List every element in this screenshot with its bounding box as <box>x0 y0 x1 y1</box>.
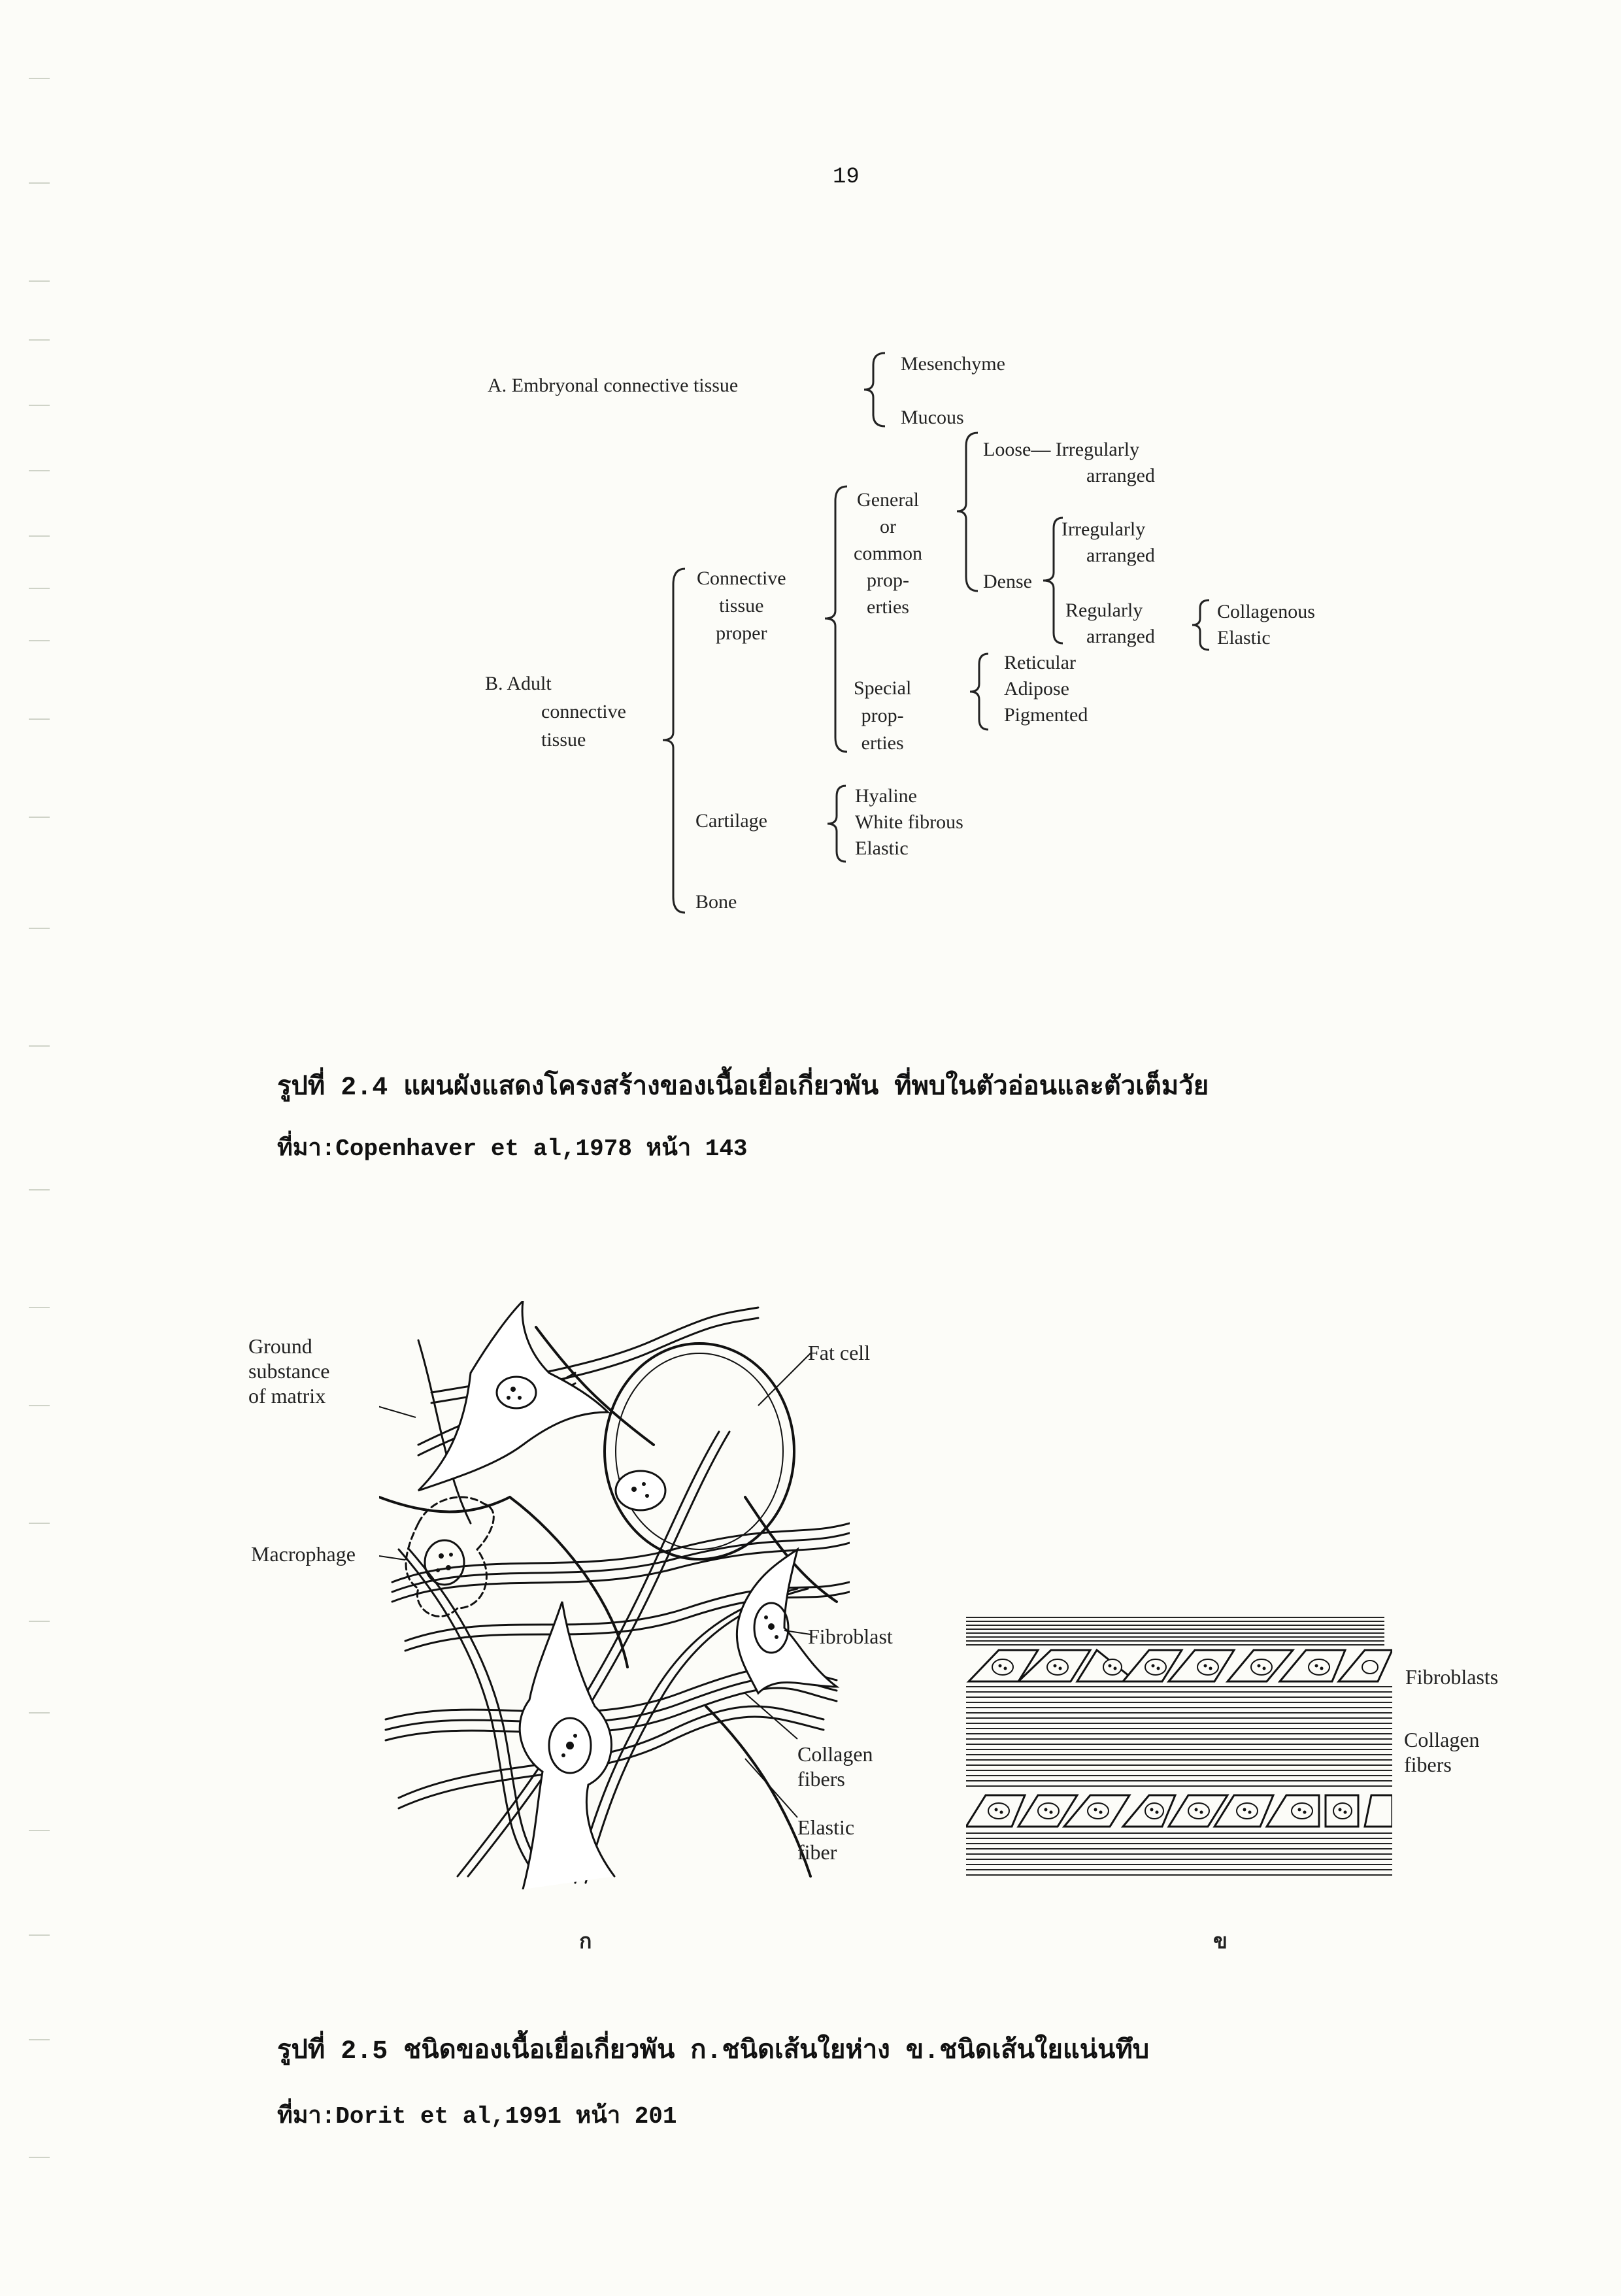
margin-ticks <box>26 65 52 2288</box>
fibroblast-label: Fibroblast <box>808 1625 893 1648</box>
special-properties-label: Special prop- erties <box>854 677 912 754</box>
elastic-fiber-label: Elastic fiber <box>797 1815 855 1864</box>
pigmented-label: Pigmented <box>1004 704 1088 726</box>
figure-2-4-source: ที่มา:Copenhaver et al,1978 หน้า 143 <box>277 1136 748 1162</box>
collagenous-label: Collagenous <box>1217 601 1315 622</box>
figure-a-sublabel: ก <box>579 1929 592 1953</box>
regularly-arranged-label: arranged <box>1086 626 1155 647</box>
brace-cartilage <box>825 785 848 863</box>
page-number: 19 <box>833 165 860 190</box>
elastic-dense-label: Elastic <box>1217 627 1271 649</box>
fat-cell-label: Fat cell <box>808 1341 871 1364</box>
figure-2-5-source: ที่มา:Dorit et al,1991 หน้า 201 <box>277 2103 677 2130</box>
fibroblasts-label-b: Fibroblasts <box>1405 1665 1499 1689</box>
loose-tissue-illustration <box>379 1301 850 1889</box>
irregularly-arranged-label: arranged <box>1086 545 1155 566</box>
dense-label: Dense <box>983 571 1032 592</box>
cartilage-label: Cartilage <box>695 810 767 832</box>
connective-proper-label: Connective tissue proper <box>697 567 786 644</box>
brace-regularly <box>1190 599 1212 651</box>
brace-embryonal <box>861 352 888 428</box>
hyaline-label: Hyaline <box>855 785 917 807</box>
white-fibrous-label: White fibrous <box>855 811 963 833</box>
ground-substance-label: Ground substance of matrix <box>248 1334 330 1408</box>
mucous-label: Mucous <box>901 407 964 428</box>
regularly-label: Regularly <box>1065 599 1143 621</box>
embryonal-label: A. Embryonal connective tissue <box>488 375 739 396</box>
bone-label: Bone <box>695 891 737 913</box>
collagen-fibers-label-a: Collagen fibers <box>797 1742 873 1791</box>
loose-label: Loose— Irregularly <box>983 439 1140 460</box>
figure-b-sublabel: ข <box>1213 1929 1228 1953</box>
elastic-cartilage-label: Elastic <box>855 837 909 859</box>
general-properties-label: General or common prop- erties <box>854 489 922 618</box>
loose-arranged-label: arranged <box>1086 465 1155 486</box>
figure-2-4-caption: รูปที่ 2.4 แผนผังแสดงโครงสร้างของเนื้อเยื่อเกี่ยวพัน ที่พบในตัวอ่อนและตัวเต็มวัย <box>277 1073 1209 1103</box>
irregularly-label: Irregularly <box>1061 518 1146 540</box>
brace-connective-proper <box>821 485 850 753</box>
macrophage-label: Macrophage <box>251 1542 356 1566</box>
adipose-label: Adipose <box>1004 678 1069 700</box>
brace-adult <box>659 567 688 914</box>
collagen-fibers-label-b: Collagen fibers <box>1404 1728 1480 1776</box>
brace-general <box>954 431 980 592</box>
adult-label: B. Adult connective tissue <box>485 673 626 751</box>
reticular-label: Reticular <box>1004 652 1076 673</box>
figure-2-5-caption: รูปที่ 2.5 ชนิดของเนื้อเยื่อเกี่ยวพัน ก.ชนิดเส้นใยห่าง ข.ชนิดเส้นใยแน่นทึบ <box>277 2037 1150 2067</box>
brace-special <box>967 652 991 731</box>
dense-tissue-illustration <box>966 1613 1392 1880</box>
mesenchyme-label: Mesenchyme <box>901 353 1005 375</box>
